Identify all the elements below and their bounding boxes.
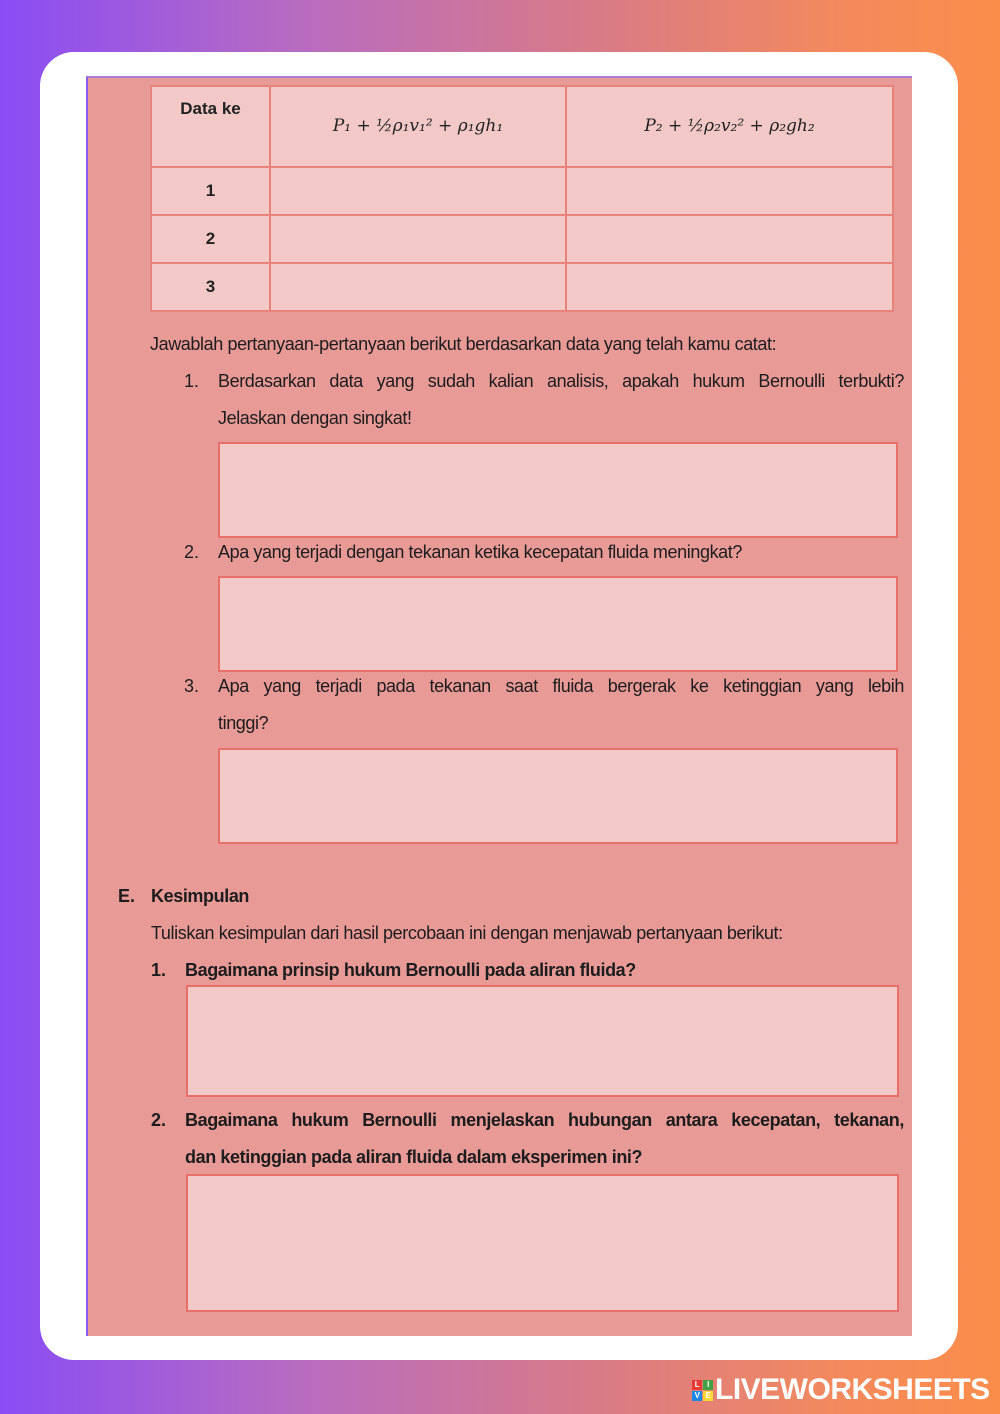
question-3-text: Apa yang terjadi pada tekanan saat fluida bergerak ke ketinggian yang lebih [218, 676, 904, 696]
col-header-data-ke: Data ke [151, 86, 270, 167]
logo-letter-l: L [692, 1380, 702, 1390]
question-number: 3. [184, 676, 200, 696]
question-1-text: Berdasarkan data yang sudah kalian analisis, apakah hukum Bernoulli terbukti? [218, 371, 904, 391]
col-header-formula-2: P₂ + ½ρ₂v₂² + ρ₂gh₂ [566, 86, 893, 167]
cell-input[interactable] [566, 263, 893, 311]
liveworksheets-mark-icon [692, 1380, 713, 1401]
conclusion-question-2-cont: dan ketinggian pada aliran fluida dalam eksperimen ini? [185, 1147, 643, 1167]
row-number: 1 [151, 167, 270, 215]
logo-letter-i: I [703, 1380, 713, 1390]
question-number: 2. [184, 542, 200, 562]
answer-box-question-2[interactable] [218, 576, 898, 672]
logo-letter-e: E [703, 1391, 713, 1401]
question-number: 1. [184, 371, 200, 391]
data-table [150, 85, 894, 312]
cell-input[interactable] [566, 215, 893, 263]
table-row [151, 263, 893, 311]
cell-input[interactable] [270, 215, 566, 263]
logo-letter-v: V [692, 1391, 702, 1401]
section-title: Kesimpulan [151, 886, 250, 906]
row-number: 2 [151, 215, 270, 263]
cell-input[interactable] [270, 167, 566, 215]
conclusion-number: 2. [151, 1110, 167, 1130]
question-2-text: Apa yang terjadi dengan tekanan ketika kecepatan fluida meningkat? [218, 542, 742, 562]
conclusion-intro: Tuliskan kesimpulan dari hasil percobaan ini dengan menjawab pertanyaan berikut: [151, 923, 783, 943]
questions-intro: Jawablah pertanyaan-pertanyaan berikut berdasarkan data yang telah kamu catat: [150, 334, 777, 354]
brand-name: LIVEWORKSHEETS [715, 1373, 990, 1406]
liveworksheets-logo[interactable] [692, 1372, 990, 1408]
conclusion-question-2: Bagaimana hukum Bernoulli menjelaskan hubungan antara kecepatan, tekanan, [185, 1110, 904, 1130]
question-1-text-cont: Jelaskan dengan singkat! [218, 408, 412, 428]
cell-input[interactable] [566, 167, 893, 215]
col-header-formula-1: P₁ + ½ρ₁v₁² + ρ₁gh₁ [270, 86, 566, 167]
table-row [151, 167, 893, 215]
answer-box-conclusion-1[interactable] [186, 985, 899, 1097]
question-3-text-cont: tinggi? [218, 713, 269, 733]
table-header-row [151, 86, 893, 167]
conclusion-number: 1. [151, 960, 167, 980]
answer-box-question-3[interactable] [218, 748, 898, 844]
cell-input[interactable] [270, 263, 566, 311]
conclusion-question-1: Bagaimana prinsip hukum Bernoulli pada aliran fluida? [185, 960, 636, 980]
table-row [151, 215, 893, 263]
section-letter: E. [118, 886, 136, 906]
row-number: 3 [151, 263, 270, 311]
answer-box-question-1[interactable] [218, 442, 898, 538]
answer-box-conclusion-2[interactable] [186, 1174, 899, 1312]
